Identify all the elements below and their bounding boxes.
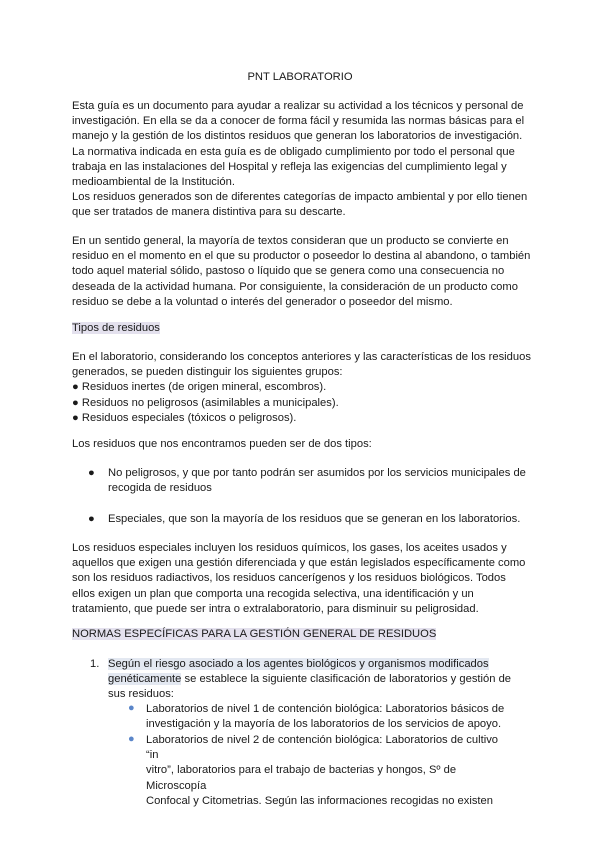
text-line: Esta guía es un documento para ayudar a realizar su actividad a los técnicos y personal de	[72, 100, 524, 112]
text-line: vitro”, laboratorios para el trabajo de bacterias y hongos, Sº de Microscopía	[146, 764, 457, 792]
section-heading-normas	[72, 627, 552, 642]
text-line: residuo se debe a la voluntad o interés del generador o poseedor del mismo.	[72, 295, 453, 308]
intro-paragraph	[72, 99, 532, 221]
especiales-paragraph	[72, 541, 532, 617]
text-line: Laboratorios de nivel 1 de contención biológica: Laboratorios básicos de	[146, 703, 505, 715]
highlight-text: Según el riesgo asociado a los agentes biológicos y organismos modificados	[108, 658, 489, 670]
definition-paragraph	[72, 234, 532, 310]
text-line: son los residuos radiactivos, los residuos cancerígenos y los residuos biológicos. Todos	[72, 572, 506, 585]
bullet-icon: ●	[88, 467, 95, 479]
text-line: En el laboratorio, considerando los conceptos anteriores y las características de los residuos	[72, 351, 531, 363]
text-line: investigación y la mayoría de los laboratorios de los servicios de apoyo.	[146, 718, 502, 731]
heading-text: Tipos de residuos	[72, 322, 160, 334]
bullet-icon: ●	[128, 733, 135, 745]
text-line: se establece la siguiente clasificación de laboratorios y gestión de	[181, 673, 512, 686]
text-line: Laboratorios de nivel 2 de contención biológica: Laboratorios de cultivo “in	[146, 734, 499, 762]
text-line: recogida de residuos	[108, 482, 212, 495]
heading-text: NORMAS ESPECÍFICAS PARA LA GESTIÓN GENERAL DE RESIDUOS	[72, 628, 437, 640]
text-line: manejo y la gestión de los distintos residuos que generan los laboratorios de investigación.	[72, 130, 523, 143]
text-line: Especiales, que son la mayoría de los residuos que se generan en los laboratorios.	[108, 513, 521, 525]
text-line: trabaja en las instalaciones del Hospital y refleja las exigencias del cumplimiento legal y	[72, 160, 507, 173]
text-line: En un sentido general, la mayoría de textos consideran que un producto se convierte en	[72, 235, 509, 247]
text-line: deseada de la actividad humana. Por consiguiente, la consideración de un producto como	[72, 280, 518, 293]
section-heading-tipos	[72, 321, 532, 336]
item-number: 1.	[90, 658, 100, 670]
text-line: todo aquel material sólido, pastoso o líquido que se genera como una consecuencia no	[72, 265, 505, 278]
text-line: La normativa indicada en esta guía es de obligado cumplimiento por todo el personal que	[72, 145, 515, 158]
two-types-intro: Los residuos que nos encontramos pueden ser de dos tipos:	[72, 438, 372, 450]
text-line: ellos exigen un plan que comporta una recogida selectiva, una identificación y un	[72, 587, 474, 600]
text-line: No peligrosos, y que por tanto podrán ser asumidos por los servicios municipales de	[108, 467, 526, 479]
text-line: Los residuos generados son de diferentes categorías de impacto ambiental y por ello tienen	[72, 191, 528, 204]
text-line: residuo en el momento en el que su productor o poseedor lo destina al abandono, o también	[72, 250, 531, 263]
text-line: Confocal y Citometrias. Según las informaciones recogidas no existen	[146, 794, 493, 807]
bullet-icon: ●	[88, 513, 95, 525]
list-item: ● Residuos inertes (de origen mineral, escombros).	[72, 381, 327, 394]
highlight-text: genéticamente	[108, 673, 182, 686]
text-line: investigación. En ella se da a conocer de forma fácil y resumida las normas básicas para el	[72, 115, 525, 128]
text-line: aquellos que exigen una gestión diferenciada y que están legislados específicamente como	[72, 557, 526, 570]
list-item: ● Residuos especiales (tóxicos o peligrosos).	[72, 411, 297, 424]
text-line: medioambiental de la Institución.	[72, 176, 235, 189]
page-title: PNT LABORATORIO	[247, 71, 353, 83]
text-line: que ser tratados de manera distintiva para su descarte.	[72, 206, 346, 219]
text-line: generados, se pueden distinguir los siguientes grupos:	[72, 366, 343, 379]
list-item: ● Residuos no peligrosos (asimilables a municipales).	[72, 396, 339, 409]
text-line: tratamiento, que puede ser intra o extralaboratorio, para disminuir su peligrosidad.	[72, 602, 479, 615]
text-line: sus residuos:	[108, 688, 174, 701]
bullet-icon: ●	[128, 702, 135, 714]
tipos-paragraph	[72, 350, 532, 426]
text-line: Los residuos especiales incluyen los residuos químicos, los gases, los aceites usados y	[72, 542, 507, 554]
